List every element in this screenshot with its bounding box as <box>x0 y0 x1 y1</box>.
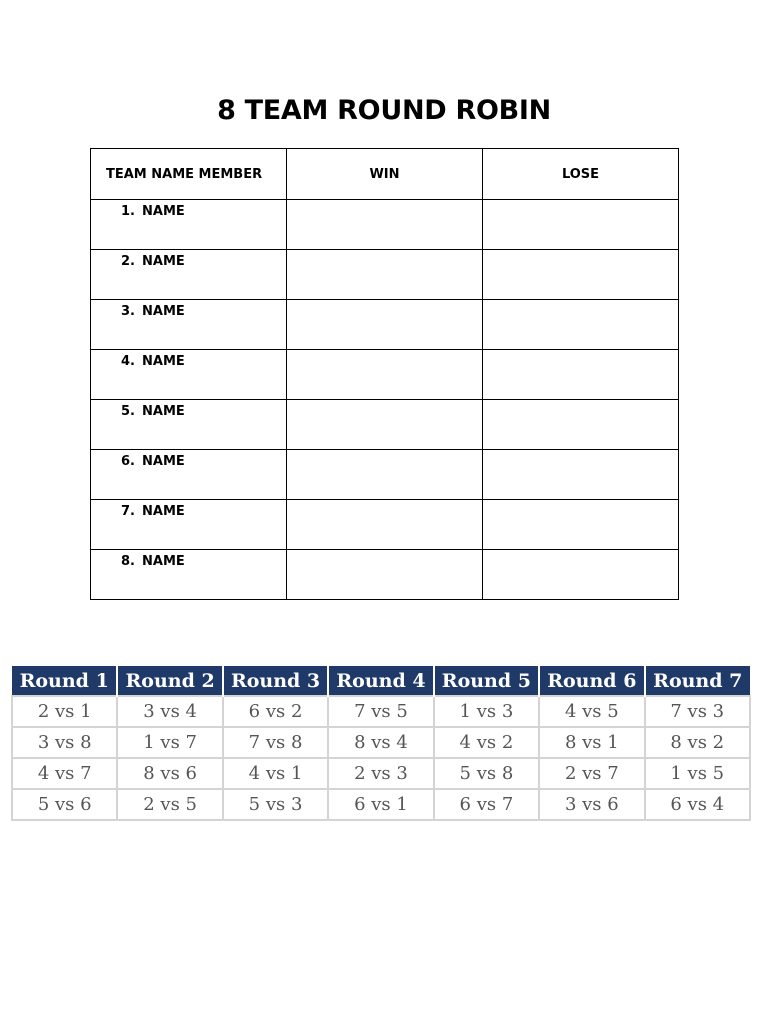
table-row <box>12 727 750 758</box>
match-cell: 8 vs 6 <box>117 758 222 789</box>
win-cell[interactable] <box>287 300 483 350</box>
match-cell: 5 vs 3 <box>223 789 328 820</box>
match-cell: 6 vs 1 <box>328 789 433 820</box>
team-name: NAME <box>142 304 185 319</box>
round-schedule-table <box>11 666 751 821</box>
row-number: 3. <box>121 304 135 319</box>
round-header: Round 7 <box>645 666 750 696</box>
row-number: 4. <box>121 354 135 369</box>
match-cell: 6 vs 2 <box>223 696 328 727</box>
row-number: 6. <box>121 454 135 469</box>
match-cell: 2 vs 1 <box>12 696 117 727</box>
team-name-cell[interactable] <box>91 450 287 500</box>
team-name-cell[interactable] <box>91 250 287 300</box>
match-cell: 8 vs 4 <box>328 727 433 758</box>
round-header: Round 4 <box>328 666 433 696</box>
table-row <box>91 200 679 250</box>
match-cell: 7 vs 8 <box>223 727 328 758</box>
match-cell: 4 vs 2 <box>434 727 539 758</box>
team-roster-table <box>90 148 679 600</box>
round-header-row <box>12 666 750 696</box>
team-name: NAME <box>142 454 185 469</box>
win-cell[interactable] <box>287 400 483 450</box>
team-name: NAME <box>142 504 185 519</box>
team-name-cell[interactable] <box>91 400 287 450</box>
match-cell: 3 vs 4 <box>117 696 222 727</box>
win-header: WIN <box>287 149 483 200</box>
team-name: NAME <box>142 404 185 419</box>
lose-cell[interactable] <box>483 450 679 500</box>
lose-cell[interactable] <box>483 400 679 450</box>
win-cell[interactable] <box>287 500 483 550</box>
round-header: Round 2 <box>117 666 222 696</box>
match-cell: 1 vs 3 <box>434 696 539 727</box>
match-cell: 6 vs 4 <box>645 789 750 820</box>
round-header: Round 6 <box>539 666 644 696</box>
match-cell: 1 vs 5 <box>645 758 750 789</box>
match-cell: 1 vs 7 <box>117 727 222 758</box>
round-header: Round 1 <box>12 666 117 696</box>
team-name-cell[interactable] <box>91 300 287 350</box>
match-cell: 4 vs 5 <box>539 696 644 727</box>
row-number: 8. <box>121 554 135 569</box>
table-row <box>12 789 750 820</box>
table-row <box>91 250 679 300</box>
win-cell[interactable] <box>287 350 483 400</box>
team-name: NAME <box>142 204 185 219</box>
team-name-member-header: TEAM NAME MEMBER <box>91 149 287 200</box>
lose-header: LOSE <box>483 149 679 200</box>
table-row <box>91 350 679 400</box>
match-cell: 7 vs 5 <box>328 696 433 727</box>
row-number: 1. <box>121 204 135 219</box>
match-cell: 2 vs 7 <box>539 758 644 789</box>
win-cell[interactable] <box>287 250 483 300</box>
team-name-cell[interactable] <box>91 550 287 600</box>
team-name: NAME <box>142 254 185 269</box>
match-cell: 8 vs 1 <box>539 727 644 758</box>
match-cell: 4 vs 7 <box>12 758 117 789</box>
match-cell: 2 vs 3 <box>328 758 433 789</box>
table-row <box>91 500 679 550</box>
roster-header-row <box>91 149 679 200</box>
table-row <box>91 300 679 350</box>
round-header: Round 3 <box>223 666 328 696</box>
lose-cell[interactable] <box>483 250 679 300</box>
team-name-cell[interactable] <box>91 200 287 250</box>
row-number: 5. <box>121 404 135 419</box>
lose-cell[interactable] <box>483 350 679 400</box>
match-cell: 2 vs 5 <box>117 789 222 820</box>
round-header: Round 5 <box>434 666 539 696</box>
lose-cell[interactable] <box>483 300 679 350</box>
page-title: 8 TEAM ROUND ROBIN <box>217 95 551 126</box>
match-cell: 3 vs 6 <box>539 789 644 820</box>
lose-cell[interactable] <box>483 550 679 600</box>
match-cell: 3 vs 8 <box>12 727 117 758</box>
table-row <box>12 696 750 727</box>
table-row <box>91 550 679 600</box>
lose-cell[interactable] <box>483 200 679 250</box>
match-cell: 7 vs 3 <box>645 696 750 727</box>
table-row <box>91 450 679 500</box>
row-number: 7. <box>121 504 135 519</box>
match-cell: 6 vs 7 <box>434 789 539 820</box>
team-name: NAME <box>142 554 185 569</box>
team-name-cell[interactable] <box>91 350 287 400</box>
match-cell: 5 vs 8 <box>434 758 539 789</box>
table-row <box>91 400 679 450</box>
match-cell: 8 vs 2 <box>645 727 750 758</box>
lose-cell[interactable] <box>483 500 679 550</box>
win-cell[interactable] <box>287 200 483 250</box>
win-cell[interactable] <box>287 550 483 600</box>
row-number: 2. <box>121 254 135 269</box>
match-cell: 4 vs 1 <box>223 758 328 789</box>
team-name: NAME <box>142 354 185 369</box>
table-row <box>12 758 750 789</box>
match-cell: 5 vs 6 <box>12 789 117 820</box>
team-name-cell[interactable] <box>91 500 287 550</box>
win-cell[interactable] <box>287 450 483 500</box>
